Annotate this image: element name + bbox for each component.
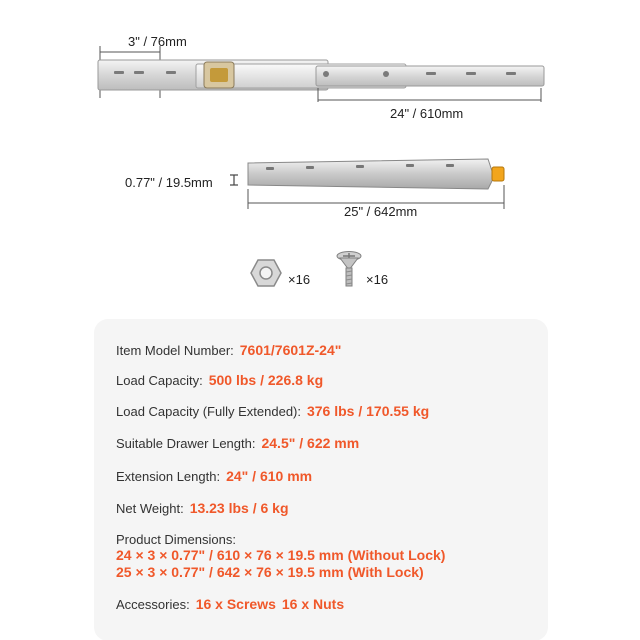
closed-slide-illustration [226,155,516,211]
spec-extension-length-value: 24" / 610 mm [226,468,313,484]
spec-model-label: Item Model Number: [116,343,234,358]
spec-load-capacity-extended-value: 376 lbs / 170.55 kg [306,403,430,419]
spec-net-weight [116,500,289,516]
hex-nut-icon [250,258,282,288]
spec-drawer-length [116,435,359,451]
spec-net-weight-value: 13.23 lbs / 6 kg [189,500,289,516]
screw-icon [336,250,362,290]
spec-drawer-length-label: Suitable Drawer Length: [116,436,256,451]
spec-accessories-screws: 16 x Screws [195,596,276,612]
spec-model [116,342,341,358]
spec-extension-length-label: Extension Length: [116,469,221,484]
spec-load-capacity-label: Load Capacity: [116,373,203,388]
thickness-dimension-label: 0.77" / 19.5mm [125,175,213,190]
spec-accessories [116,596,344,612]
spec-load-capacity-extended [116,403,429,419]
spec-accessories-nuts: 16 x Nuts [281,596,345,612]
spec-product-dimensions-label: Product Dimensions: [116,532,236,547]
spec-load-capacity-extended-label: Load Capacity (Fully Extended): [116,404,301,419]
spec-drawer-length-value: 24.5" / 622 mm [261,435,360,451]
spec-net-weight-label: Net Weight: [116,501,184,516]
extended-slide-illustration [86,44,556,114]
width-dimension-label: 3" / 76mm [128,34,187,49]
extension-dimension-label: 24" / 610mm [390,106,464,121]
spec-load-capacity [116,372,323,388]
spec-model-value: 7601/7601Z-24" [239,342,342,358]
screw-count: ×16 [366,272,389,287]
spec-product-dimensions-line2: 25 × 3 × 0.77" / 642 × 76 × 19.5 mm (With Lock) [116,564,424,580]
spec-product-dimensions [116,532,445,581]
spec-product-dimensions-line1: 24 × 3 × 0.77" / 610 × 76 × 19.5 mm (Without Lock) [116,547,446,563]
spec-accessories-label: Accessories: [116,597,190,612]
length-dimension-label: 25" / 642mm [344,204,418,219]
nut-count: ×16 [288,272,311,287]
spec-load-capacity-value: 500 lbs / 226.8 kg [208,372,324,388]
spec-extension-length [116,468,312,484]
